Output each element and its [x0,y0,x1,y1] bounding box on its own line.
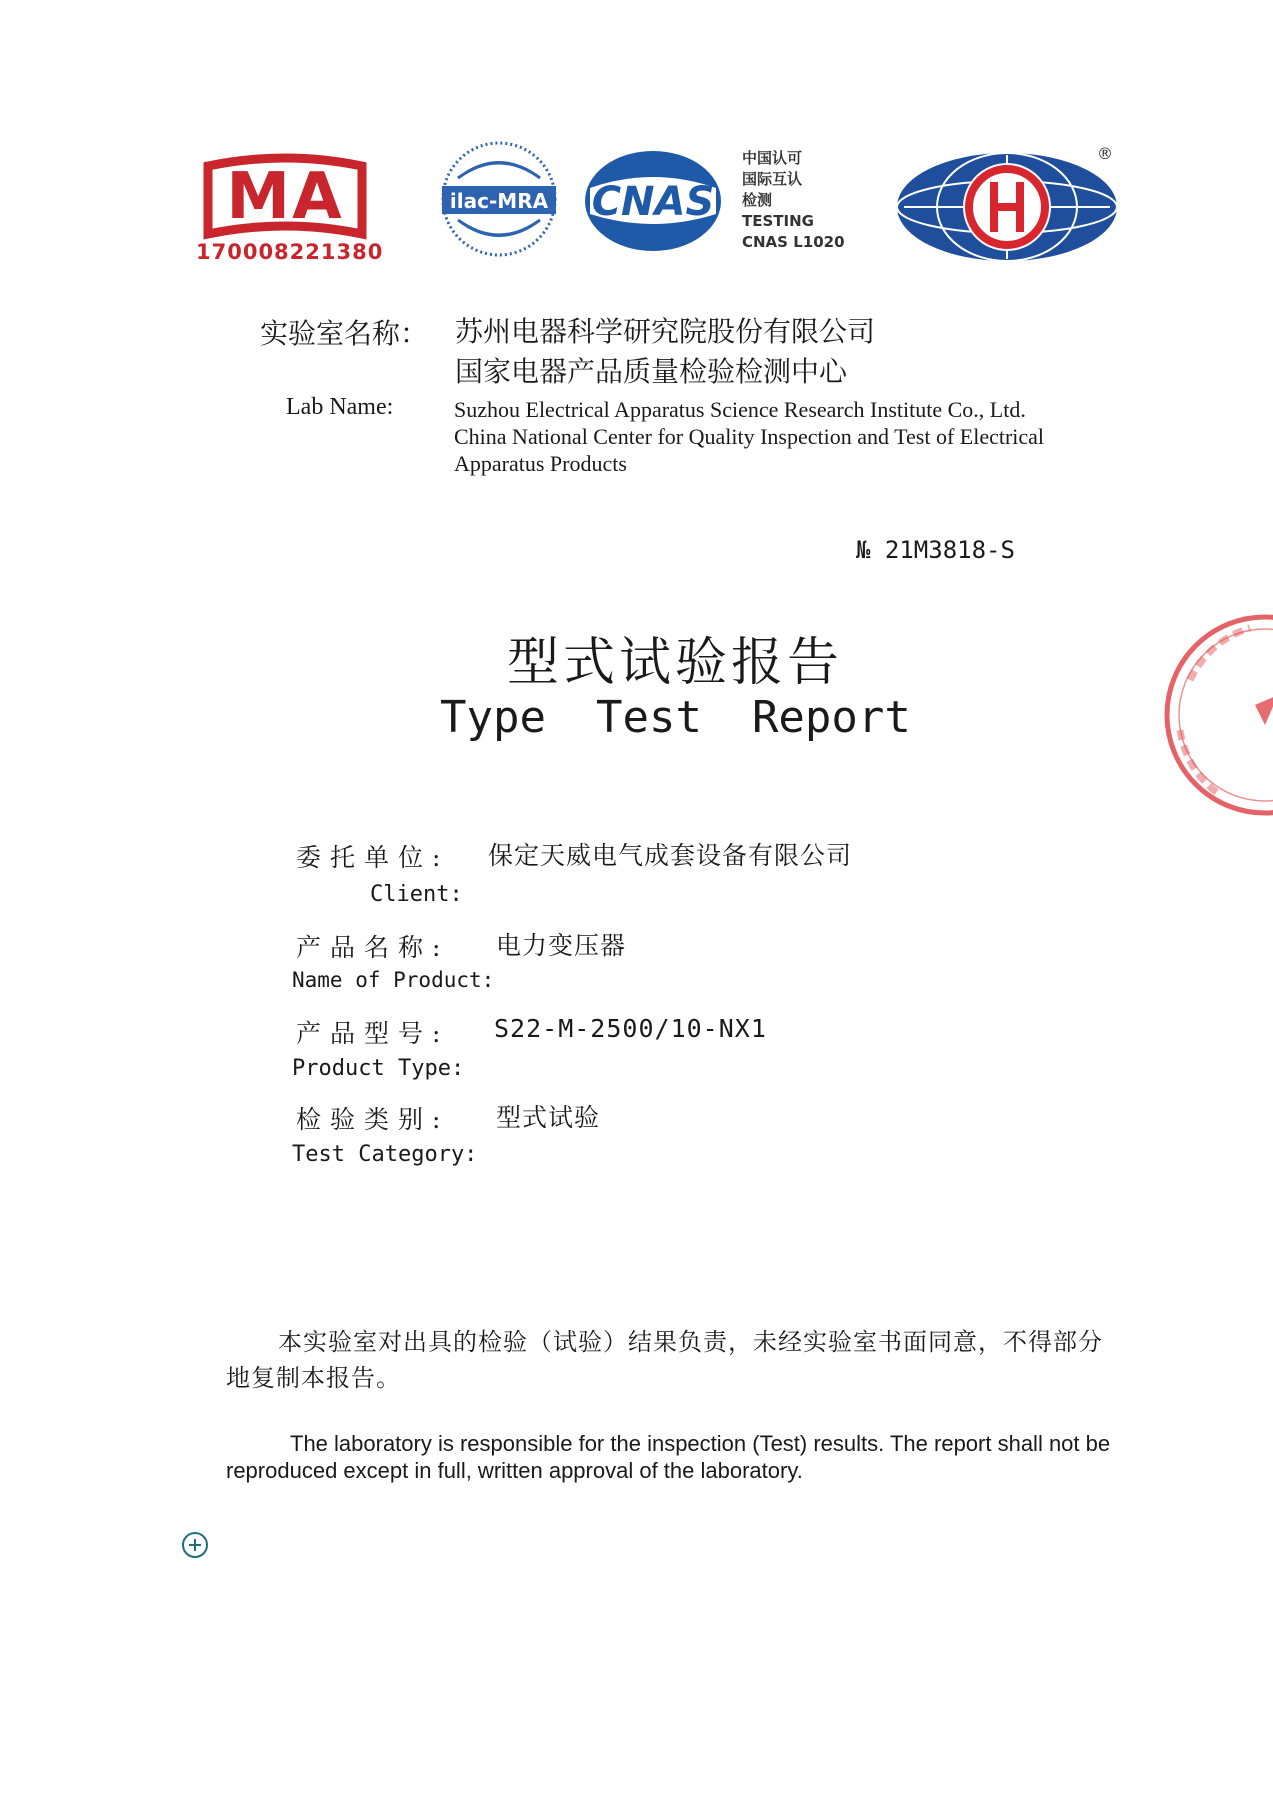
lab-name-cn-line: 国家电器产品质量检验检测中心 [455,355,848,388]
report-title-cn: 型式试验报告 [506,633,843,693]
product-type-value: S22-M-2500/10-NX1 [494,1014,767,1043]
product-name-label-en: Name of Product: [292,968,495,992]
cnas-text: CNAS [591,179,715,225]
registered-mark: ® [1097,144,1113,163]
cnas-line: TESTING [742,212,814,230]
product-name-value: 电力变压器 [496,931,627,960]
title-word: Report [751,692,911,743]
cnas-line: 检测 [742,191,773,209]
lab-name-cn [455,312,875,392]
lab-name-cn-line: 苏州电器科学研究院股份有限公司 [455,315,876,348]
lab-name-label-cn: 实验室名称： [260,317,429,350]
client-label-en: Client: [370,882,463,907]
cnas-line: 中国认可 [742,149,803,167]
test-category-label-cn: 检验类别: [296,1105,450,1134]
test-category-value: 型式试验 [496,1103,601,1132]
ccc-globe-logo [894,150,1120,264]
lab-name-en-line: Apparatus Products [454,451,627,476]
report-number: № 21M3818-S [856,536,1015,564]
test-category-label-en: Test Category: [292,1142,478,1167]
lab-name-en [454,396,1114,477]
client-label-cn: 委托单位: [296,843,450,872]
cnas-logo [582,148,724,254]
ilac-text: ilac-MRA [449,189,549,213]
lab-name-en-line: China National Center for Quality Inspection and Test of Electrical [454,424,1045,449]
lab-name-label-en: Lab Name: [286,394,394,420]
title-word: Test [595,692,702,743]
ct-mark-icon [180,1530,210,1560]
client-value: 保定天威电气成套设备有限公司 [488,841,853,870]
notice-cn: 本实验室对出具的检验（试验）结果负责，未经实验室书面同意，不得部分地复制本报告。 [226,1328,1103,1392]
product-type-label-cn: 产品型号: [296,1019,450,1048]
report-title-en [440,692,961,743]
cnas-accreditation-text [742,148,845,253]
cma-number: 170008221380 [196,240,384,264]
cnas-line: 国际互认 [742,170,803,188]
product-type-label-en: Product Type: [292,1056,465,1081]
notice-en: The laboratory is responsible for the inspection (Test) results. The report shall not be reproduced except in full, written approval of the laboratory. [226,1431,1111,1483]
ilac-mra-logo [438,138,560,260]
product-name-label-cn: 产品名称: [296,933,450,962]
lab-name-en-line: Suzhou Electrical Apparatus Science Research Institute Co., Ltd. [454,397,1026,422]
svg-text:MA: MA [226,160,344,234]
lab-seal-stamp [1150,600,1273,830]
cnas-line: CNAS L1020 [742,233,845,251]
title-word: Type [440,692,546,743]
